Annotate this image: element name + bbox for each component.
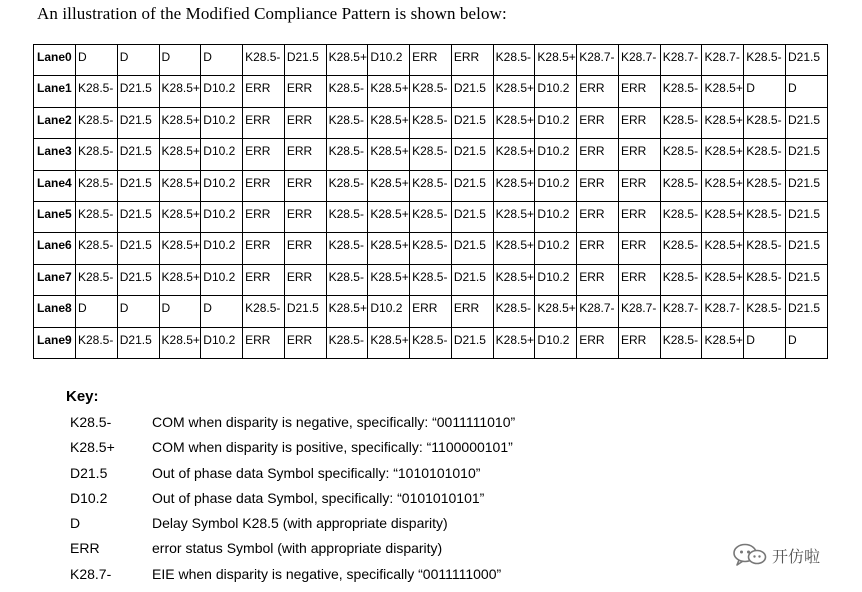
symbol-cell: K28.5- [326, 327, 368, 358]
symbol-cell: K28.5+ [368, 170, 410, 201]
symbol-cell: K28.5+ [535, 296, 577, 327]
symbol-cell: D21.5 [451, 327, 493, 358]
symbol-cell: ERR [618, 76, 660, 107]
symbol-cell: K28.5+ [326, 45, 368, 76]
table-row [34, 107, 828, 138]
symbol-cell: K28.5- [76, 139, 118, 170]
symbol-cell: ERR [577, 139, 619, 170]
symbol-cell: K28.7- [660, 296, 702, 327]
symbol-cell: K28.5- [744, 45, 786, 76]
symbol-cell: K28.5- [410, 201, 452, 232]
symbol-cell: D10.2 [535, 139, 577, 170]
symbol-cell: K28.5+ [159, 170, 201, 201]
key-description: COM when disparity is negative, specifically: “0011111010” [152, 414, 516, 430]
table-row [34, 296, 828, 327]
symbol-cell: K28.5- [76, 327, 118, 358]
symbol-cell: K28.7- [577, 45, 619, 76]
symbol-cell: K28.5+ [368, 139, 410, 170]
symbol-cell: D21.5 [786, 107, 828, 138]
symbol-cell: D [744, 327, 786, 358]
lane-label: Lane1 [34, 76, 76, 107]
symbol-cell: ERR [618, 327, 660, 358]
symbol-cell: ERR [284, 107, 326, 138]
symbol-cell: D [786, 76, 828, 107]
symbol-cell: K28.5- [326, 76, 368, 107]
symbol-cell: D10.2 [368, 45, 410, 76]
symbol-cell: ERR [284, 201, 326, 232]
symbol-cell: D10.2 [535, 107, 577, 138]
key-symbol: K28.5+ [70, 439, 115, 456]
symbol-cell: D [117, 296, 159, 327]
key-description: Out of phase data Symbol, specifically: “0101010101” [152, 489, 485, 506]
symbol-cell: ERR [410, 296, 452, 327]
table-row [34, 201, 828, 232]
symbol-cell: K28.5- [76, 107, 118, 138]
symbol-cell: K28.7- [618, 296, 660, 327]
symbol-cell: D21.5 [786, 296, 828, 327]
symbol-cell: K28.7- [702, 45, 744, 76]
key-symbol: D21.5 [70, 464, 108, 481]
symbol-cell: K28.5- [660, 233, 702, 264]
key-description: Delay Symbol K28.5 (with appropriate disparity) [152, 515, 448, 532]
symbol-cell: K28.5+ [493, 107, 535, 138]
symbol-cell: D21.5 [117, 327, 159, 358]
symbol-cell: K28.5- [326, 201, 368, 232]
symbol-cell: K28.5- [744, 170, 786, 201]
symbol-cell: K28.5- [76, 170, 118, 201]
symbol-cell: ERR [577, 233, 619, 264]
symbol-cell: K28.5- [493, 45, 535, 76]
symbol-cell: ERR [618, 139, 660, 170]
symbol-cell: D21.5 [117, 233, 159, 264]
symbol-cell: K28.5- [493, 296, 535, 327]
symbol-cell: ERR [577, 170, 619, 201]
symbol-cell: K28.5- [660, 170, 702, 201]
symbol-cell: ERR [284, 76, 326, 107]
symbol-cell: D21.5 [117, 170, 159, 201]
symbol-cell: D10.2 [201, 201, 243, 232]
key-description: EIE when disparity is negative, specifically “0011111000” [152, 565, 502, 582]
symbol-cell: D10.2 [201, 139, 243, 170]
key-list [70, 410, 515, 587]
symbol-cell: D [201, 296, 243, 327]
symbol-cell: D21.5 [786, 170, 828, 201]
symbol-cell: K28.5+ [368, 327, 410, 358]
symbol-cell: K28.5+ [159, 264, 201, 295]
symbol-cell: K28.5+ [702, 264, 744, 295]
symbol-cell: D21.5 [451, 170, 493, 201]
symbol-cell: K28.5- [76, 76, 118, 107]
wechat-icon [732, 542, 768, 568]
symbol-cell: ERR [284, 264, 326, 295]
symbol-cell: K28.5+ [159, 327, 201, 358]
symbol-cell: K28.5- [326, 139, 368, 170]
symbol-cell: ERR [577, 264, 619, 295]
symbol-cell: D10.2 [535, 76, 577, 107]
symbol-cell: K28.5- [660, 139, 702, 170]
symbol-cell: K28.5+ [702, 233, 744, 264]
symbol-cell: K28.5+ [368, 201, 410, 232]
key-item [70, 410, 515, 435]
symbol-cell: K28.5- [660, 201, 702, 232]
lane-label: Lane9 [34, 327, 76, 358]
symbol-cell: K28.5- [660, 264, 702, 295]
table-row [34, 264, 828, 295]
symbol-cell: K28.5- [243, 45, 285, 76]
symbol-cell: K28.5- [744, 233, 786, 264]
symbol-cell: D10.2 [201, 264, 243, 295]
symbol-cell: K28.5- [744, 107, 786, 138]
symbol-cell: K28.5- [243, 296, 285, 327]
symbol-cell: K28.5+ [493, 201, 535, 232]
symbol-cell: K28.5- [744, 201, 786, 232]
key-item [70, 461, 515, 486]
symbol-cell: D10.2 [201, 76, 243, 107]
symbol-cell: K28.7- [618, 45, 660, 76]
symbol-cell: D10.2 [368, 296, 410, 327]
symbol-cell: K28.5- [410, 264, 452, 295]
symbol-cell: K28.5+ [702, 76, 744, 107]
symbol-cell: ERR [618, 264, 660, 295]
lane-label: Lane5 [34, 201, 76, 232]
key-symbol: K28.7- [70, 565, 112, 582]
symbol-cell: D10.2 [535, 170, 577, 201]
symbol-cell: K28.5+ [159, 107, 201, 138]
symbol-cell: D10.2 [201, 233, 243, 264]
symbol-cell: K28.7- [577, 296, 619, 327]
watermark-text: 开仿啦 [772, 546, 821, 566]
symbol-cell: D21.5 [117, 139, 159, 170]
symbol-cell: D [201, 45, 243, 76]
symbol-cell: D10.2 [535, 233, 577, 264]
symbol-cell: K28.5- [410, 233, 452, 264]
symbol-cell: K28.5+ [702, 139, 744, 170]
symbol-cell: ERR [577, 201, 619, 232]
symbol-cell: K28.5- [744, 139, 786, 170]
symbol-cell: ERR [243, 170, 285, 201]
table-row [34, 76, 828, 107]
symbol-cell: K28.5+ [535, 45, 577, 76]
symbol-cell: D21.5 [786, 45, 828, 76]
symbol-cell: ERR [243, 327, 285, 358]
symbol-cell: K28.5+ [159, 76, 201, 107]
symbol-cell: D [786, 327, 828, 358]
symbol-cell: D10.2 [201, 170, 243, 201]
symbol-cell: K28.5- [326, 233, 368, 264]
symbol-cell: K28.7- [702, 296, 744, 327]
symbol-cell: D21.5 [451, 139, 493, 170]
key-description: error status Symbol (with appropriate disparity) [152, 540, 443, 557]
symbol-cell: D21.5 [786, 233, 828, 264]
symbol-cell: D21.5 [284, 45, 326, 76]
symbol-cell: D21.5 [284, 296, 326, 327]
symbol-cell: K28.5- [410, 170, 452, 201]
symbol-cell: K28.5- [76, 233, 118, 264]
symbol-cell: K28.5+ [493, 76, 535, 107]
symbol-cell: K28.5+ [702, 327, 744, 358]
symbol-cell: D21.5 [117, 201, 159, 232]
symbol-cell: K28.5+ [493, 139, 535, 170]
symbol-cell: K28.5- [326, 170, 368, 201]
symbol-cell: ERR [243, 139, 285, 170]
symbol-cell: D21.5 [117, 107, 159, 138]
symbol-cell: ERR [284, 139, 326, 170]
symbol-cell: K28.5+ [702, 170, 744, 201]
symbol-cell: D [159, 296, 201, 327]
table-row [34, 45, 828, 76]
symbol-cell: K28.5+ [493, 170, 535, 201]
symbol-cell: D21.5 [451, 233, 493, 264]
table-row [34, 327, 828, 358]
symbol-cell: D [744, 76, 786, 107]
symbol-cell: K28.5+ [159, 201, 201, 232]
symbol-cell: K28.5+ [493, 264, 535, 295]
symbol-cell: K28.5+ [159, 233, 201, 264]
key-symbol: D10.2 [70, 489, 108, 506]
symbol-cell: K28.5+ [493, 233, 535, 264]
key-symbol: D [70, 515, 81, 532]
lane-label: Lane3 [34, 139, 76, 170]
symbol-cell: K28.5- [744, 296, 786, 327]
symbol-cell: D [76, 45, 118, 76]
symbol-cell: ERR [410, 45, 452, 76]
key-item [70, 511, 515, 536]
symbol-cell: ERR [243, 76, 285, 107]
symbol-cell: K28.5- [76, 264, 118, 295]
lane-label: Lane2 [34, 107, 76, 138]
key-item [70, 435, 515, 460]
symbol-cell: ERR [284, 327, 326, 358]
symbol-cell: K28.5- [660, 327, 702, 358]
symbol-cell: D10.2 [535, 327, 577, 358]
symbol-cell: D10.2 [201, 327, 243, 358]
lane-label: Lane6 [34, 233, 76, 264]
key-item [70, 486, 515, 511]
symbol-cell: D21.5 [786, 264, 828, 295]
compliance-pattern-table [33, 44, 828, 359]
symbol-cell: K28.5+ [159, 139, 201, 170]
symbol-cell: K28.5+ [368, 107, 410, 138]
symbol-cell: ERR [618, 107, 660, 138]
symbol-cell: K28.5+ [368, 264, 410, 295]
symbol-cell: K28.5- [326, 264, 368, 295]
symbol-cell: K28.5+ [493, 327, 535, 358]
symbol-cell: D10.2 [535, 201, 577, 232]
symbol-cell: D21.5 [451, 76, 493, 107]
key-description: COM when disparity is positive, specifically: “1100000101” [152, 439, 513, 456]
symbol-cell: ERR [243, 107, 285, 138]
symbol-cell: ERR [451, 296, 493, 327]
table-row [34, 233, 828, 264]
symbol-cell: K28.5- [76, 201, 118, 232]
watermark [732, 542, 820, 568]
intro-text: An illustration of the Modified Compliance Pattern is shown below: [37, 4, 507, 23]
symbol-cell: ERR [451, 45, 493, 76]
lane-label: Lane7 [34, 264, 76, 295]
symbol-cell: ERR [577, 107, 619, 138]
lane-label: Lane8 [34, 296, 76, 327]
symbol-cell: D [76, 296, 118, 327]
symbol-cell: D21.5 [117, 76, 159, 107]
symbol-cell: ERR [284, 233, 326, 264]
key-item [70, 536, 515, 561]
symbol-cell: K28.5+ [702, 107, 744, 138]
symbol-cell: D [159, 45, 201, 76]
key-item [70, 562, 515, 587]
symbol-cell: K28.7- [660, 45, 702, 76]
symbol-cell: D10.2 [535, 264, 577, 295]
symbol-cell: K28.5+ [326, 296, 368, 327]
symbol-cell: K28.5- [410, 107, 452, 138]
pattern-table-body [34, 45, 828, 359]
symbol-cell: D21.5 [451, 264, 493, 295]
symbol-cell: K28.5- [744, 264, 786, 295]
symbol-cell: K28.5+ [368, 233, 410, 264]
lane-label: Lane4 [34, 170, 76, 201]
symbol-cell: D21.5 [786, 201, 828, 232]
symbol-cell: ERR [284, 170, 326, 201]
symbol-cell: ERR [243, 201, 285, 232]
symbol-cell: D10.2 [201, 107, 243, 138]
table-row [34, 139, 828, 170]
symbol-cell: ERR [243, 264, 285, 295]
symbol-cell: D [117, 45, 159, 76]
symbol-cell: D21.5 [786, 139, 828, 170]
table-row [34, 170, 828, 201]
symbol-cell: D21.5 [451, 201, 493, 232]
key-title: Key: [66, 388, 99, 405]
symbol-cell: K28.5- [410, 139, 452, 170]
symbol-cell: ERR [577, 76, 619, 107]
symbol-cell: K28.5+ [368, 76, 410, 107]
key-symbol: K28.5- [70, 414, 112, 430]
symbol-cell: ERR [618, 233, 660, 264]
symbol-cell: K28.5- [660, 76, 702, 107]
key-description: Out of phase data Symbol specifically: “1010101010” [152, 464, 481, 481]
lane-label: Lane0 [34, 45, 76, 76]
symbol-cell: K28.5- [326, 107, 368, 138]
symbol-cell: K28.5- [410, 76, 452, 107]
symbol-cell: ERR [618, 201, 660, 232]
symbol-cell: K28.5- [410, 327, 452, 358]
symbol-cell: ERR [243, 233, 285, 264]
symbol-cell: ERR [577, 327, 619, 358]
symbol-cell: ERR [618, 170, 660, 201]
symbol-cell: D21.5 [117, 264, 159, 295]
symbol-cell: D21.5 [451, 107, 493, 138]
symbol-cell: K28.5- [660, 107, 702, 138]
key-symbol: ERR [70, 540, 100, 557]
symbol-cell: K28.5+ [702, 201, 744, 232]
